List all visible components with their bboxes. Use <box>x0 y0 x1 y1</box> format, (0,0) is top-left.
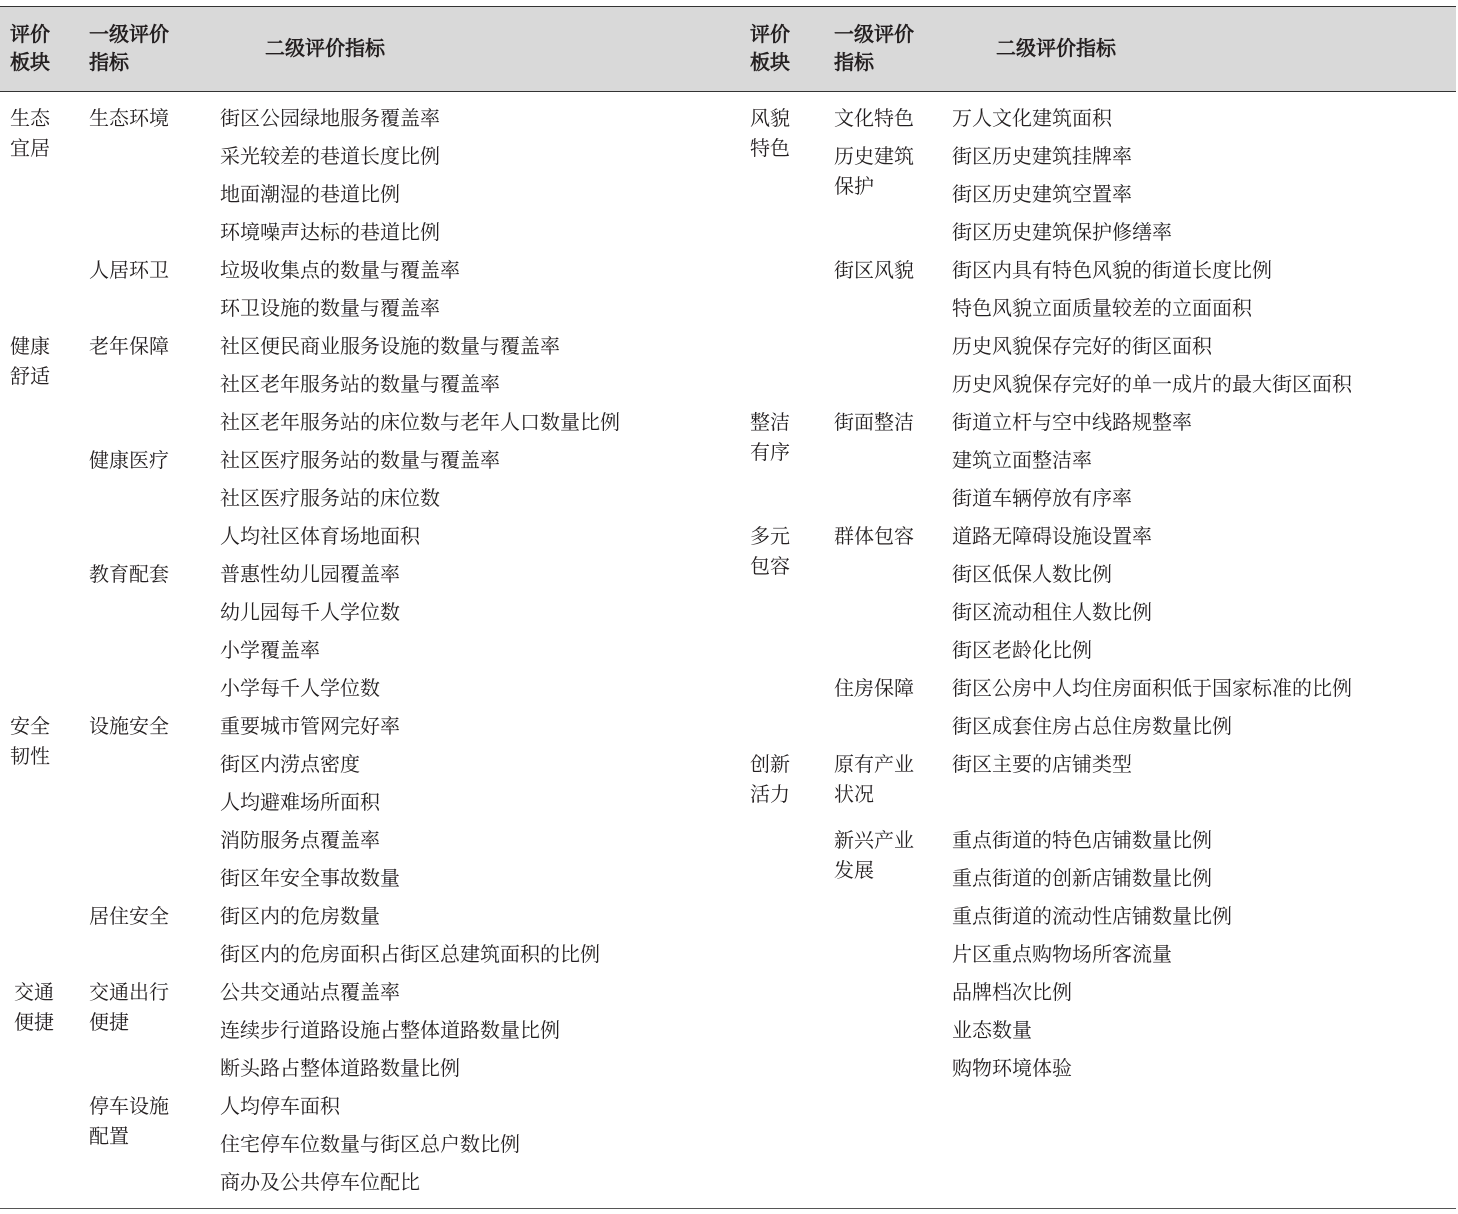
level2-cell: 重点街道的特色店铺数量比例 <box>952 828 1212 852</box>
level2-cell: 人均停车面积 <box>220 1094 340 1118</box>
level2-cell: 特色风貌立面质量较差的立面面积 <box>952 296 1252 320</box>
level2-cell: 业态数量 <box>952 1018 1032 1042</box>
level1-cell: 生态环境 <box>89 106 169 130</box>
level2-cell: 街区成套住房占总住房数量比例 <box>952 714 1232 738</box>
level2-cell: 社区老年服务站的床位数与老年人口数量比例 <box>220 410 620 434</box>
level2-cell: 街区内的危房面积占街区总建筑面积的比例 <box>220 942 600 966</box>
level2-cell: 购物环境体验 <box>952 1056 1072 1080</box>
level1-cell: 健康医疗 <box>89 448 169 472</box>
table-header <box>0 6 1456 92</box>
header-text: 一级评价 <box>89 22 169 46</box>
level2-cell: 街区年安全事故数量 <box>220 866 400 890</box>
level2-cell: 小学每千人学位数 <box>220 676 380 700</box>
level1-cell: 设施安全 <box>89 714 169 738</box>
level2-cell: 社区便民商业服务设施的数量与覆盖率 <box>220 334 560 358</box>
level2-cell: 垃圾收集点的数量与覆盖率 <box>220 258 460 282</box>
level2-cell: 社区医疗服务站的床位数 <box>220 486 440 510</box>
level2-cell: 街区低保人数比例 <box>952 562 1112 586</box>
level2-cell: 街道立杆与空中线路规整率 <box>952 410 1192 434</box>
level2-cell: 街道车辆停放有序率 <box>952 486 1132 510</box>
level2-cell: 商办及公共停车位配比 <box>220 1170 420 1194</box>
header-block-right <box>750 20 790 76</box>
level2-cell: 街区主要的店铺类型 <box>952 752 1132 776</box>
level1-cell: 街区风貌 <box>834 258 914 282</box>
block-cell: 安全 韧性 <box>10 714 50 768</box>
block-cell: 整洁 有序 <box>750 410 790 464</box>
level1-cell: 居住安全 <box>89 904 169 928</box>
header-text: 评价 <box>10 22 50 46</box>
level1-cell: 原有产业 状况 <box>834 752 914 806</box>
level2-cell: 历史风貌保存完好的单一成片的最大街区面积 <box>952 372 1352 396</box>
level2-cell: 公共交通站点覆盖率 <box>220 980 400 1004</box>
level2-cell: 街区流动租住人数比例 <box>952 600 1152 624</box>
level2-cell: 重点街道的创新店铺数量比例 <box>952 866 1212 890</box>
level2-cell: 街区公房中人均住房面积低于国家标准的比例 <box>952 676 1352 700</box>
level2-cell: 街区历史建筑挂牌率 <box>952 144 1132 168</box>
header-block-left <box>10 20 50 76</box>
level1-cell: 历史建筑 保护 <box>834 144 914 198</box>
level2-cell: 环境噪声达标的巷道比例 <box>220 220 440 244</box>
level1-cell: 交通出行 便捷 <box>89 980 169 1034</box>
level1-cell: 教育配套 <box>89 562 169 586</box>
level2-cell: 万人文化建筑面积 <box>952 106 1112 130</box>
level2-cell: 街区公园绿地服务覆盖率 <box>220 106 440 130</box>
level2-cell: 街区老龄化比例 <box>952 638 1092 662</box>
level1-cell: 街面整洁 <box>834 410 914 434</box>
level1-cell: 文化特色 <box>834 106 914 130</box>
level2-cell: 社区老年服务站的数量与覆盖率 <box>220 372 500 396</box>
level1-cell: 群体包容 <box>834 524 914 548</box>
header-level1-right <box>834 20 914 76</box>
header-text: 板块 <box>750 50 790 74</box>
header-text: 板块 <box>10 50 50 74</box>
header-text: 评价 <box>750 22 790 46</box>
level1-cell: 人居环卫 <box>89 258 169 282</box>
level2-cell: 住宅停车位数量与街区总户数比例 <box>220 1132 520 1156</box>
block-cell: 交通 便捷 <box>14 980 54 1034</box>
header-text: 一级评价 <box>834 22 914 46</box>
block-cell: 风貌 特色 <box>750 106 790 160</box>
level1-cell: 新兴产业 发展 <box>834 828 914 882</box>
table-bottom-rule <box>0 1208 1456 1209</box>
level2-cell: 历史风貌保存完好的街区面积 <box>952 334 1212 358</box>
level2-cell: 道路无障碍设施设置率 <box>952 524 1152 548</box>
block-cell: 健康 舒适 <box>10 334 50 388</box>
level2-cell: 街区内具有特色风貌的街道长度比例 <box>952 258 1272 282</box>
block-cell: 多元 包容 <box>750 524 790 578</box>
level1-cell: 老年保障 <box>89 334 169 358</box>
header-level2-right: 二级评价指标 <box>996 36 1116 60</box>
level2-cell: 连续步行道路设施占整体道路数量比例 <box>220 1018 560 1042</box>
header-text: 指标 <box>89 50 129 74</box>
block-cell: 创新 活力 <box>750 752 790 806</box>
level2-cell: 人均社区体育场地面积 <box>220 524 420 548</box>
level2-cell: 小学覆盖率 <box>220 638 320 662</box>
header-level2-left: 二级评价指标 <box>265 36 385 60</box>
level2-cell: 普惠性幼儿园覆盖率 <box>220 562 400 586</box>
header-level1-left <box>89 20 169 76</box>
level2-cell: 人均避难场所面积 <box>220 790 380 814</box>
level1-cell: 住房保障 <box>834 676 914 700</box>
level2-cell: 片区重点购物场所客流量 <box>952 942 1172 966</box>
level2-cell: 重要城市管网完好率 <box>220 714 400 738</box>
level2-cell: 消防服务点覆盖率 <box>220 828 380 852</box>
level2-cell: 采光较差的巷道长度比例 <box>220 144 440 168</box>
header-text: 指标 <box>834 50 874 74</box>
level2-cell: 重点街道的流动性店铺数量比例 <box>952 904 1232 928</box>
level2-cell: 品牌档次比例 <box>952 980 1072 1004</box>
level2-cell: 街区历史建筑保护修缮率 <box>952 220 1172 244</box>
level2-cell: 环卫设施的数量与覆盖率 <box>220 296 440 320</box>
level2-cell: 地面潮湿的巷道比例 <box>220 182 400 206</box>
level2-cell: 幼儿园每千人学位数 <box>220 600 400 624</box>
level2-cell: 断头路占整体道路数量比例 <box>220 1056 460 1080</box>
block-cell: 生态 宜居 <box>10 106 50 160</box>
level2-cell: 街区内涝点密度 <box>220 752 360 776</box>
level1-cell: 停车设施 配置 <box>89 1094 169 1148</box>
level2-cell: 街区历史建筑空置率 <box>952 182 1132 206</box>
level2-cell: 街区内的危房数量 <box>220 904 380 928</box>
level2-cell: 建筑立面整洁率 <box>952 448 1092 472</box>
level2-cell: 社区医疗服务站的数量与覆盖率 <box>220 448 500 472</box>
